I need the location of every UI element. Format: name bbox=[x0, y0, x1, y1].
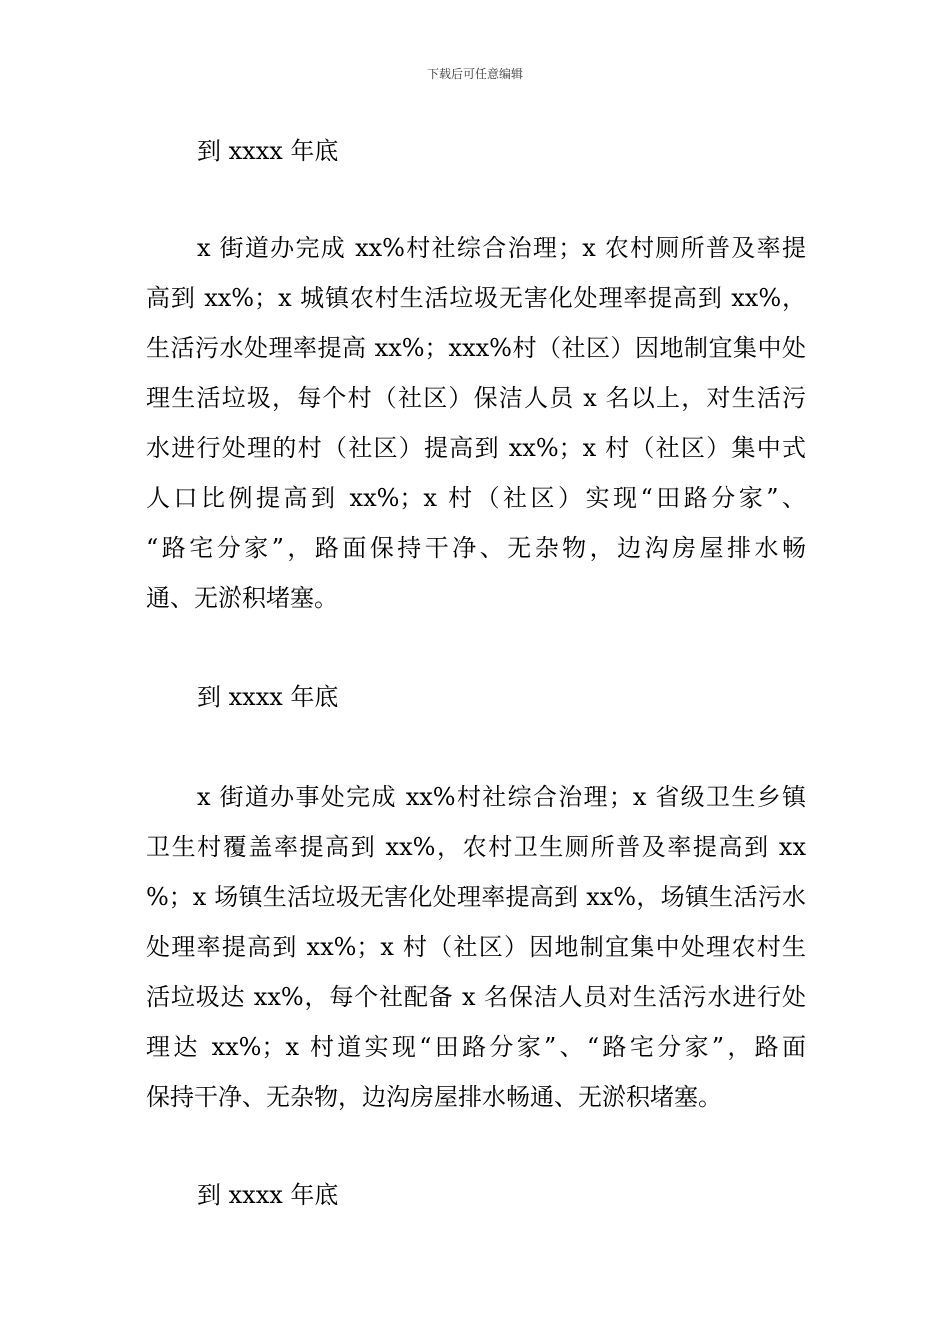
paragraph-line: 高到 xx%；x 城镇农村生活垃圾无害化处理率提高到 xx%， bbox=[146, 284, 806, 312]
paragraph-line: 处理率提高到 xx%；x 村（社区）因地制宜集中处理农村生 bbox=[146, 933, 806, 961]
paragraph-line: %；x 场镇生活垃圾无害化处理率提高到 xx%，场镇生活污水 bbox=[146, 883, 806, 911]
paragraph-line: 活垃圾达 xx%，每个社配备 x 名保洁人员对生活污水进行处 bbox=[146, 983, 806, 1011]
paragraph-line: 保持干净、无杂物，边沟房屋排水畅通、无淤积堵塞。 bbox=[146, 1083, 722, 1111]
paragraph-line: 理达 xx%；x 村道实现“田路分家”、“路宅分家”，路面 bbox=[146, 1033, 806, 1061]
page-header-note: 下载后可任意编辑 bbox=[426, 67, 523, 81]
paragraph-line: 通、无淤积堵塞。 bbox=[146, 584, 338, 612]
paragraph-line: 卫生村覆盖率提高到 xx%，农村卫生厕所普及率提高到 xx bbox=[146, 833, 806, 861]
section-paragraph bbox=[146, 223, 806, 623]
paragraph-line: 理生活垃圾，每个村（社区）保洁人员 x 名以上，对生活污 bbox=[146, 384, 806, 412]
paragraph-line: 水进行处理的村（社区）提高到 xx%；x 村（社区）集中式 bbox=[146, 434, 806, 462]
section-heading: 到 xxxx 年底 bbox=[197, 683, 339, 711]
paragraph-line: x 街道办事处完成 xx%村社综合治理；x 省级卫生乡镇 bbox=[197, 783, 806, 811]
paragraph-line: 人口比例提高到 xx%；x 村（社区）实现“田路分家”、 bbox=[146, 484, 806, 512]
section-paragraph bbox=[146, 772, 806, 1122]
paragraph-line: “路宅分家”，路面保持干净、无杂物，边沟房屋排水畅 bbox=[146, 534, 806, 562]
paragraph-line: x 街道办完成 xx%村社综合治理；x 农村厕所普及率提 bbox=[197, 234, 806, 262]
section-heading: 到 xxxx 年底 bbox=[197, 137, 339, 165]
section-heading: 到 xxxx 年底 bbox=[197, 1181, 339, 1209]
paragraph-line: 生活污水处理率提高 xx%；xxx%村（社区）因地制宜集中处 bbox=[146, 334, 806, 362]
